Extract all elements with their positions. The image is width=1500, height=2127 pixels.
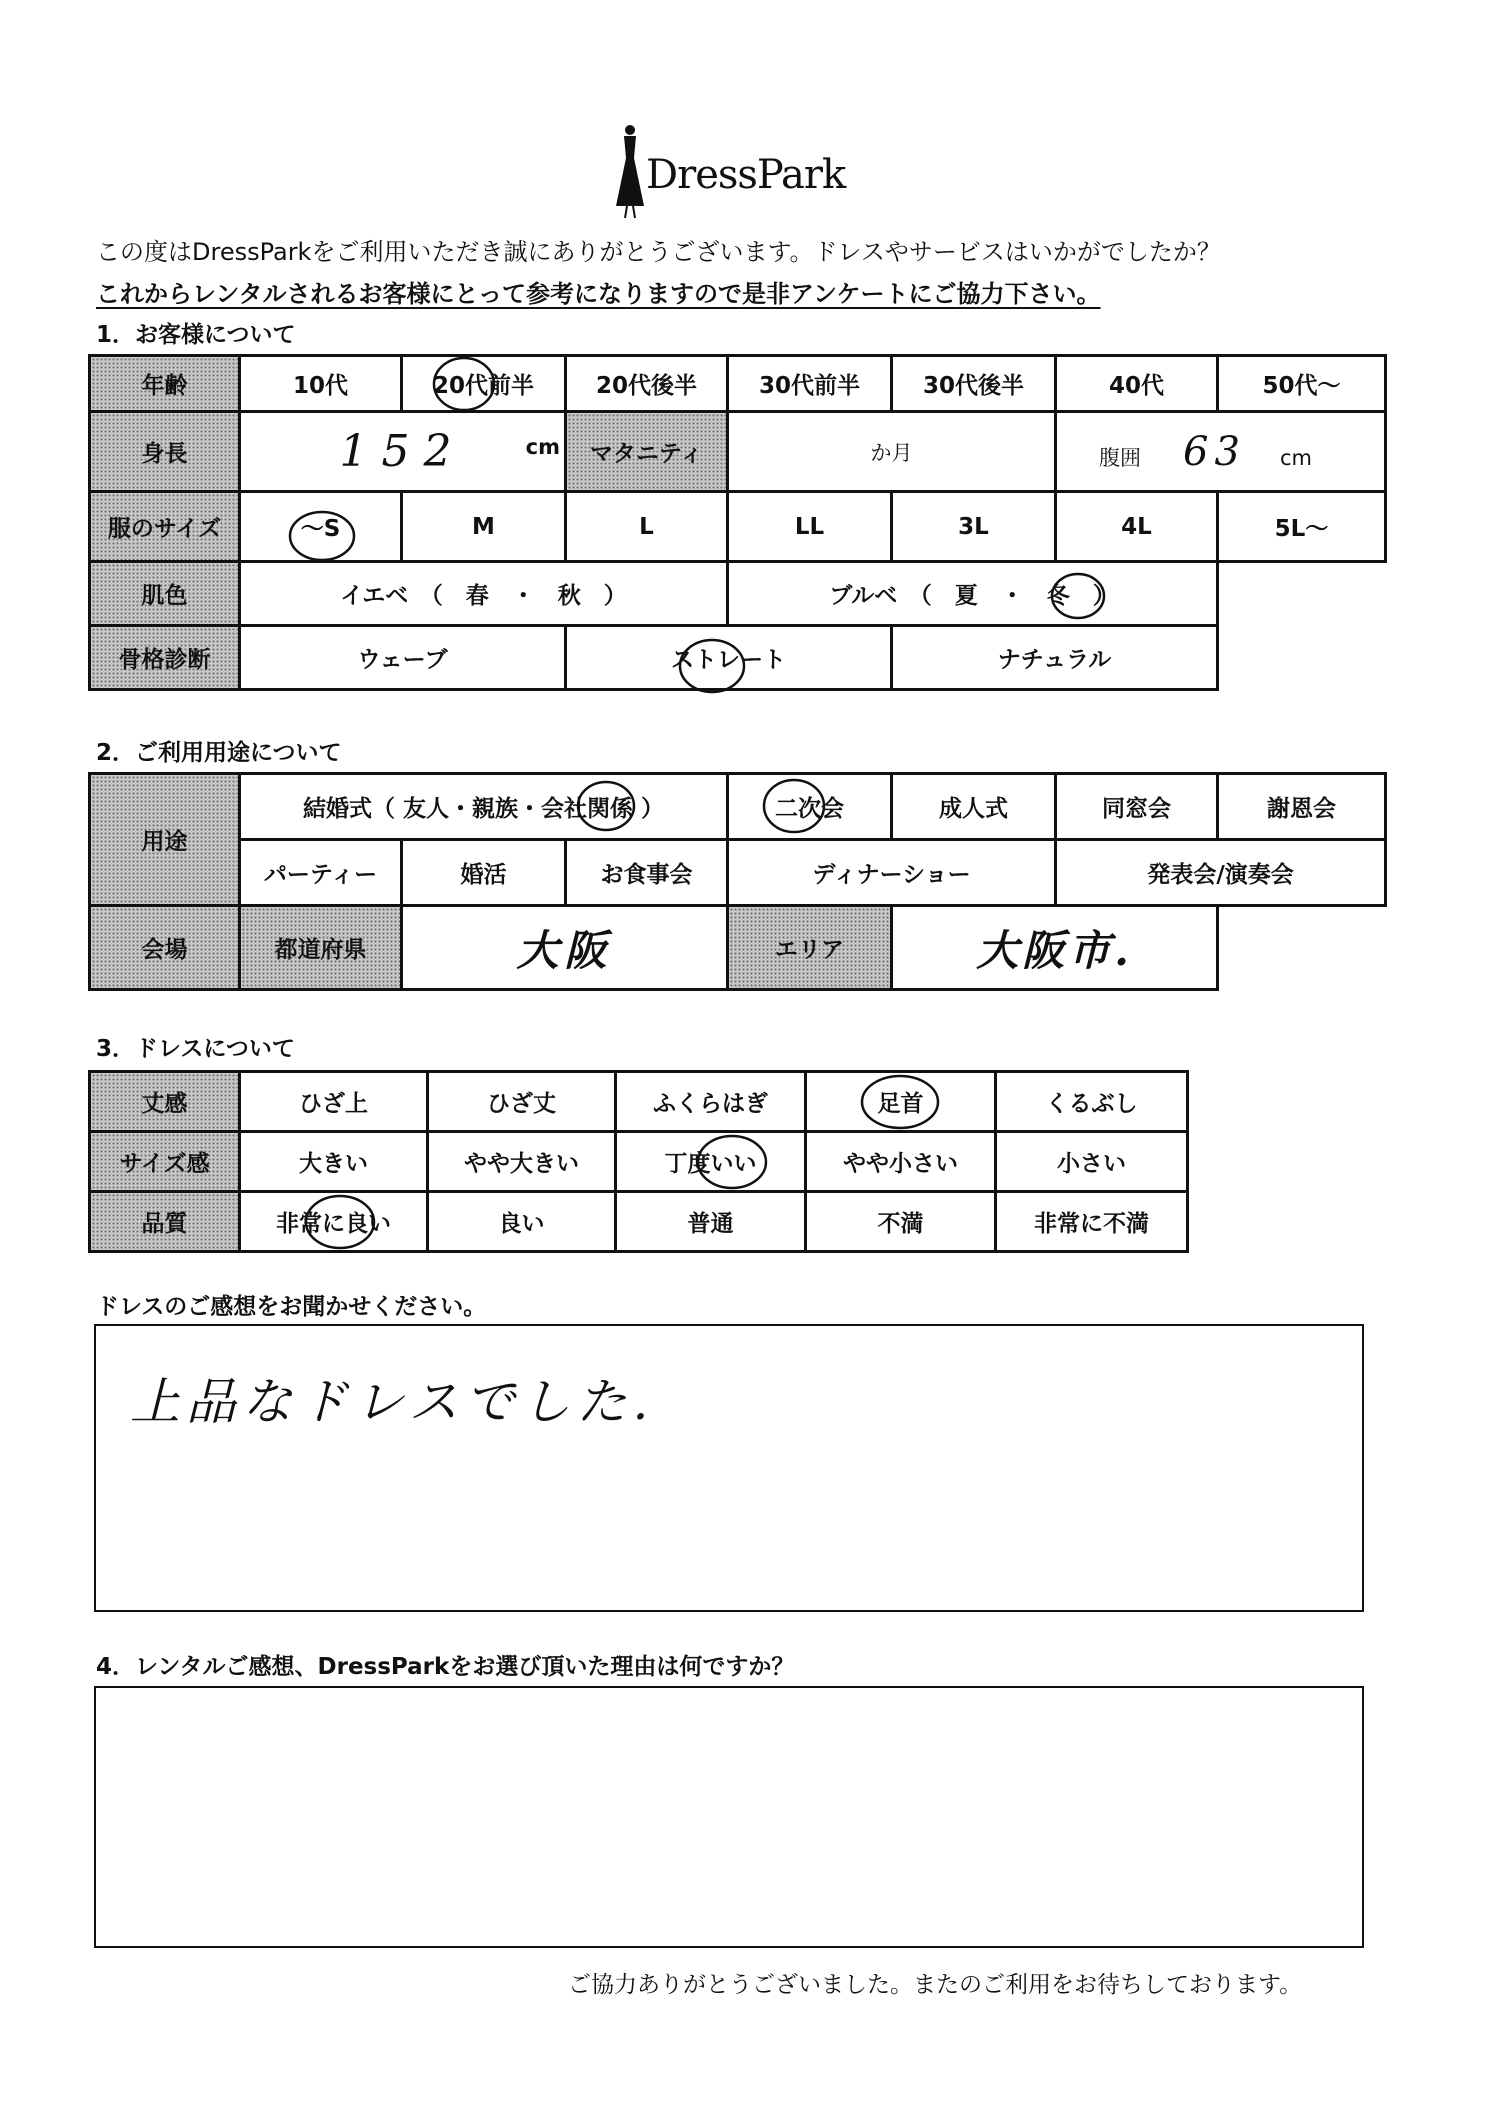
quality-label: 品質 <box>90 1192 240 1252</box>
length-label: 丈感 <box>90 1072 240 1132</box>
maternity-label: マタニティ <box>566 412 728 492</box>
length-selection-circle <box>862 1076 938 1128</box>
fit-label: サイズ感 <box>90 1132 240 1192</box>
logo-text: DressPark <box>646 152 846 198</box>
length-option[interactable]: ひざ丈 <box>428 1072 616 1132</box>
impression-prompt: ドレスのご感想をお聞かせください。 <box>96 1294 487 1320</box>
quality-option[interactable]: 不満 <box>806 1192 996 1252</box>
fit-option-selected[interactable]: 丁度いい <box>616 1132 806 1192</box>
purpose-option[interactable]: お食事会 <box>566 840 728 906</box>
size-label: 服のサイズ <box>90 492 240 562</box>
fit-option[interactable]: やや小さい <box>806 1132 996 1192</box>
skin-selection-circle <box>1052 574 1104 618</box>
intro-line-2: これからレンタルされるお客様にとって参考になりますので是非アンケートにご協力下さい。 <box>96 280 1101 308</box>
height-value: 152 <box>339 426 466 477</box>
height-label: 身長 <box>90 412 240 492</box>
waist-label: 腹囲 <box>1099 445 1141 470</box>
purpose-option-selected[interactable]: 二次会 <box>728 774 892 840</box>
age-option[interactable]: 30代前半 <box>728 356 892 412</box>
waist-unit: cm <box>1279 445 1312 470</box>
frame-option[interactable]: ウェーブ <box>240 626 566 690</box>
purpose-label: 用途 <box>90 774 240 906</box>
size-option[interactable]: 4L <box>1056 492 1218 562</box>
frame-selection-circle <box>680 640 744 692</box>
length-option-selected[interactable]: 足首 <box>806 1072 996 1132</box>
length-option[interactable]: ふくらはぎ <box>616 1072 806 1132</box>
quality-selection-circle <box>306 1196 374 1248</box>
waist-value: 63 <box>1183 428 1246 475</box>
footer-thanks: ご協力ありがとうございました。またのご利用をお待ちしております。 <box>568 1972 1303 1998</box>
section-1-title: 1．お客様について <box>96 322 296 348</box>
purpose-afterparty-circle <box>764 780 824 832</box>
purpose-option[interactable]: 謝恩会 <box>1218 774 1386 840</box>
section-3-title: 3．ドレスについて <box>96 1036 295 1062</box>
size-option[interactable]: 3L <box>892 492 1056 562</box>
size-option[interactable]: LL <box>728 492 892 562</box>
age-selection-circle <box>434 358 494 410</box>
frame-option[interactable]: ナチュラル <box>892 626 1218 690</box>
quality-option-selected[interactable]: 非常に良い <box>240 1192 428 1252</box>
purpose-option[interactable]: 婚活 <box>402 840 566 906</box>
prefecture-value[interactable]: 大阪 <box>402 906 728 990</box>
skin-yellow-option[interactable]: イエベ （ 春 ・ 秋 ） <box>240 562 728 626</box>
purpose-wedding[interactable]: 結婚式（ 友人・親族・会社関係 ） <box>240 774 728 840</box>
age-option-selected[interactable]: 20代前半 <box>402 356 566 412</box>
skin-blue-option[interactable]: ブルベ （ 夏 ・ 冬 ） <box>728 562 1218 626</box>
fit-selection-circle <box>698 1136 766 1188</box>
age-option[interactable]: 50代〜 <box>1218 356 1386 412</box>
fit-option[interactable]: 大きい <box>240 1132 428 1192</box>
skin-label: 肌色 <box>90 562 240 626</box>
section-2-title: 2．ご利用用途について <box>96 740 342 766</box>
frame-label: 骨格診断 <box>90 626 240 690</box>
fit-option[interactable]: やや大きい <box>428 1132 616 1192</box>
purpose-option[interactable]: パーティー <box>240 840 402 906</box>
size-option[interactable]: L <box>566 492 728 562</box>
age-option[interactable]: 20代後半 <box>566 356 728 412</box>
section-4-title: 4．レンタルご感想、DressParkをお選び頂いた理由は何ですか？ <box>96 1654 795 1680</box>
size-selection-circle <box>290 512 354 560</box>
length-option[interactable]: くるぶし <box>996 1072 1188 1132</box>
size-option-selected[interactable]: 〜S <box>240 492 402 562</box>
quality-option[interactable]: 非常に不満 <box>996 1192 1188 1252</box>
venue-label: 会場 <box>90 906 240 990</box>
fit-option[interactable]: 小さい <box>996 1132 1188 1192</box>
height-unit: cm <box>525 435 560 459</box>
age-option[interactable]: 30代後半 <box>892 356 1056 412</box>
prefecture-label: 都道府県 <box>240 906 402 990</box>
intro-line-1: この度はDressParkをご利用いただき誠にありがとうございます。ドレスやサービスはいかがでしたか？ <box>96 238 1221 266</box>
maternity-unit: か月 <box>870 440 913 465</box>
size-option[interactable]: 5L〜 <box>1218 492 1386 562</box>
age-option[interactable]: 10代 <box>240 356 402 412</box>
quality-option[interactable]: 良い <box>428 1192 616 1252</box>
size-option[interactable]: M <box>402 492 566 562</box>
length-option[interactable]: ひざ上 <box>240 1072 428 1132</box>
purpose-company-circle <box>578 782 634 830</box>
age-option[interactable]: 40代 <box>1056 356 1218 412</box>
impression-answer: 上品なドレスでした. <box>130 1373 655 1431</box>
age-label: 年齢 <box>90 356 240 412</box>
area-label: エリア <box>728 906 892 990</box>
purpose-option[interactable]: 成人式 <box>892 774 1056 840</box>
purpose-option[interactable]: 発表会/演奏会 <box>1056 840 1386 906</box>
purpose-option[interactable]: ディナーショー <box>728 840 1056 906</box>
frame-option-selected[interactable]: ストレート <box>566 626 892 690</box>
area-value[interactable]: 大阪市. <box>892 906 1218 990</box>
purpose-option[interactable]: 同窓会 <box>1056 774 1218 840</box>
quality-option[interactable]: 普通 <box>616 1192 806 1252</box>
